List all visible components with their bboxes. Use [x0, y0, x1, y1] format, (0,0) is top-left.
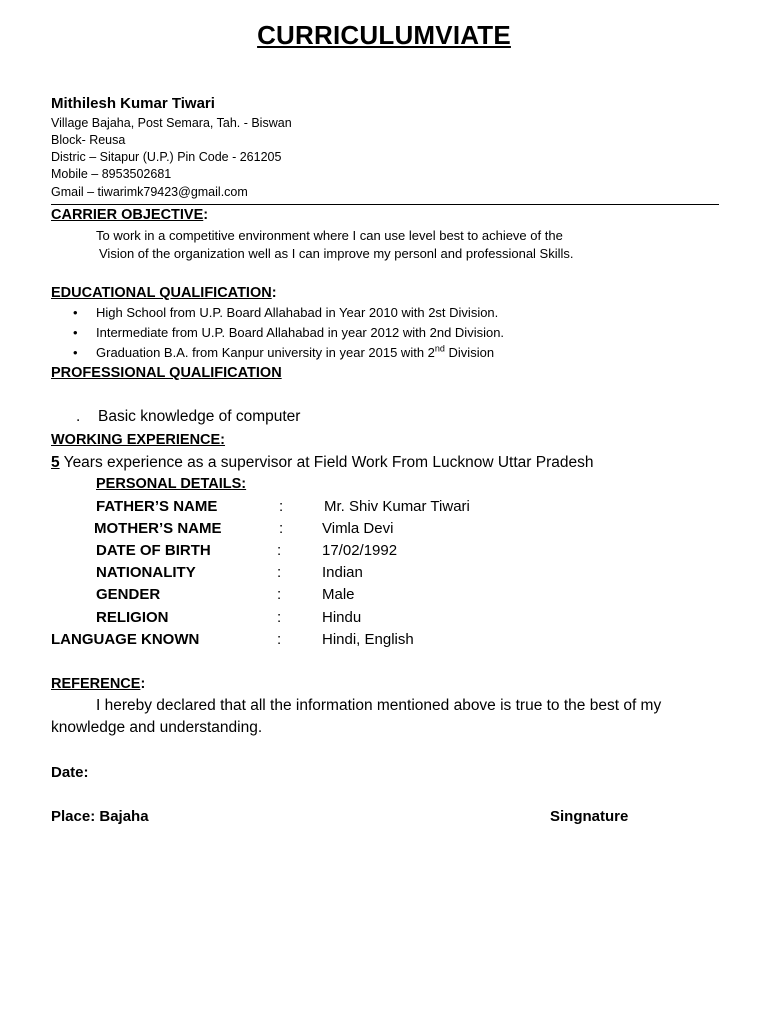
gender-value: Male — [322, 586, 355, 603]
nationality-value: Indian — [322, 564, 363, 581]
nationality-separator: : — [277, 564, 282, 581]
professional-item: Basic knowledge of computer — [98, 408, 301, 425]
education-item-text: High School from U.P. Board Allahabad in Year 2010 with 2st Division. — [96, 305, 499, 320]
language-known-separator: : — [277, 631, 282, 648]
objective-line-1: To work in a competitive environment where I can use level best to achieve of the — [96, 228, 563, 243]
father-name-label: FATHER’S NAME — [96, 498, 218, 515]
personal-heading — [96, 476, 246, 492]
gender-separator: : — [277, 586, 282, 603]
signature-label: Singnature — [550, 808, 629, 825]
bullet-icon: • — [73, 325, 78, 340]
education-item — [73, 305, 498, 320]
experience-text: Years experience as a supervisor at Field Work From Lucknow Uttar Pradesh — [59, 454, 594, 471]
gender-label: GENDER — [96, 586, 161, 603]
religion-separator: : — [277, 609, 282, 626]
bullet-icon: • — [73, 345, 78, 360]
date-of-birth-value: 17/02/1992 — [322, 542, 398, 559]
gmail-address: Gmail – tiwarimk79423@gmail.com — [51, 185, 248, 199]
address-line-1: Village Bajaha, Post Semara, Tah. - Biswan — [51, 116, 292, 130]
professional-bullet: . — [76, 408, 81, 425]
language-known-value: Hindi, English — [322, 631, 414, 648]
reference-heading-colon: : — [140, 676, 146, 692]
mother-name-value: Vimla Devi — [322, 520, 394, 537]
objective-line-2: Vision of the organization well as I can improve my personl and professional Skills. — [99, 246, 574, 261]
address-line-3: Distric – Sitapur (U.P.) Pin Code - 261205 — [51, 150, 282, 164]
education-item-text: Intermediate from U.P. Board Allahabad in year 2012 with 2nd Division. — [96, 325, 505, 340]
father-name-separator: : — [279, 498, 284, 515]
professional-heading-text: PROFESSIONAL QUALIFICATION — [51, 365, 282, 381]
experience-heading-text: WORKING EXPERIENCE: — [51, 432, 226, 448]
date-of-birth-separator: : — [277, 542, 282, 559]
experience-years: 5 — [51, 454, 60, 471]
bullet-icon: • — [73, 305, 78, 320]
document-title: CURRICULUMVIATE — [257, 20, 511, 50]
objective-heading-text: CARRIER OBJECTIVE — [51, 207, 204, 223]
nationality-label: NATIONALITY — [96, 564, 196, 581]
reference-line-2: knowledge and understanding. — [51, 719, 263, 736]
place-label: Place: Bajaha — [51, 808, 149, 825]
address-line-2: Block- Reusa — [51, 133, 126, 147]
education-item — [73, 345, 494, 360]
mother-name-label: MOTHER’S NAME — [94, 520, 222, 537]
education-item-tail: Division — [444, 345, 495, 360]
education-heading-text: EDUCATIONAL QUALIFICATION — [51, 285, 272, 301]
education-item-superscript: nd — [434, 343, 445, 354]
experience-line — [51, 454, 593, 472]
religion-label: RELIGION — [96, 609, 169, 626]
father-name-value: Mr. Shiv Kumar Tiwari — [324, 498, 470, 515]
reference-heading-text: REFERENCE — [51, 676, 141, 692]
candidate-name: Mithilesh Kumar Tiwari — [51, 95, 215, 112]
experience-heading — [51, 432, 225, 448]
date-label: Date: — [51, 764, 89, 781]
reference-heading — [51, 676, 145, 692]
mother-name-separator: : — [279, 520, 284, 537]
language-known-label: LANGUAGE KNOWN — [51, 631, 200, 648]
education-item — [73, 325, 504, 340]
mobile-number: Mobile – 8953502681 — [51, 167, 172, 181]
header-divider — [51, 204, 719, 205]
date-of-birth-label: DATE OF BIRTH — [96, 542, 211, 559]
education-heading — [51, 285, 277, 301]
personal-heading-text: PERSONAL DETAILS: — [96, 476, 247, 492]
education-heading-colon: : — [271, 285, 277, 301]
objective-heading-colon: : — [203, 207, 209, 223]
religion-value: Hindu — [322, 609, 362, 626]
education-item-text: Graduation B.A. from Kanpur university in year 2015 with 2 — [96, 345, 435, 360]
reference-line-1: I hereby declared that all the information mentioned above is true to the best of my — [96, 697, 662, 714]
objective-heading — [51, 207, 208, 223]
professional-heading — [51, 365, 282, 381]
